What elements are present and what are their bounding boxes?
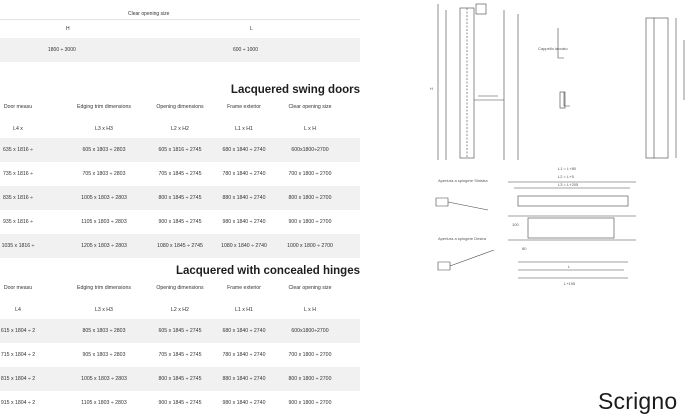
table-cell: 900 x 1845 ÷ 2745 [158, 219, 202, 225]
top-table-val-l: 600 ÷ 1000 [233, 47, 258, 53]
table-cell: 605 x 1845 ÷ 2745 [158, 328, 202, 334]
table-cell: 880 x 1840 ÷ 2740 [222, 376, 266, 382]
column-header: Edging trim dimensions [77, 285, 131, 291]
column-header: Door measu [3, 285, 33, 291]
column-header: Frame exterior [227, 104, 261, 110]
table-cell: 1035 x 1816 ÷ [1, 243, 35, 249]
column-subheader: L2 x H2 [171, 126, 189, 132]
column-header: Clear opening size [288, 285, 332, 291]
brand-logo: Scrigno [598, 388, 678, 414]
technical-drawing [418, 0, 700, 300]
table-cell: 935 x 1816 ÷ [3, 219, 33, 225]
table-cell: 780 x 1840 ÷ 2740 [222, 171, 266, 177]
table-cell: 1005 x 1803 ÷ 2803 [81, 195, 127, 201]
table-cell: 600x1800÷2700 [291, 328, 329, 334]
column-subheader: L x H [304, 307, 316, 313]
column-subheader: L3 x H3 [95, 307, 113, 313]
table-cell: 705 x 1845 ÷ 2745 [158, 171, 202, 177]
table-cell: 1105 x 1803 ÷ 2803 [81, 400, 127, 406]
drawing-label-right: Apertura a spingere Destra [438, 236, 487, 241]
drawing-label-left: Apertura a spingere Sinistra [438, 178, 488, 183]
column-header: Edging trim dimensions [77, 104, 131, 110]
table-cell: 1005 x 1803 ÷ 2803 [81, 376, 127, 382]
table-cell: 1000 x 1800 ÷ 2700 [287, 243, 333, 249]
table-cell: 600x1800÷2700 [291, 147, 329, 153]
table-cell: 680 x 1840 ÷ 2740 [222, 147, 266, 153]
table-cell: 780 x 1840 ÷ 2740 [222, 352, 266, 358]
table-cell: 805 x 1803 ÷ 2803 [82, 328, 126, 334]
column-subheader: L1 x H1 [235, 307, 253, 313]
drawing-dim-100: 100 [512, 222, 519, 227]
table-cell: 905 x 1803 ÷ 2803 [82, 352, 126, 358]
table-cell: 980 x 1840 ÷ 2740 [222, 400, 266, 406]
table-cell: 800 x 1845 ÷ 2745 [158, 195, 202, 201]
table-cell: 800 x 1800 ÷ 2700 [288, 195, 332, 201]
table-cell: 680 x 1840 ÷ 2740 [222, 328, 266, 334]
column-subheader: L x H [304, 126, 316, 132]
section-title-concealed-hinges: Lacquered with concealed hinges [175, 265, 360, 277]
column-header: Frame exterior [227, 285, 261, 291]
table-row [0, 391, 360, 415]
table-cell: 800 x 1845 ÷ 2745 [158, 376, 202, 382]
column-subheader: L2 x H2 [171, 307, 189, 313]
table-row [0, 343, 360, 367]
table-cell: 900 x 1800 ÷ 2700 [288, 400, 332, 406]
section-title-swing-doors: Lacquered swing doors [230, 84, 360, 96]
column-header: Clear opening size [288, 104, 332, 110]
table-row [0, 186, 360, 210]
column-subheader: L4 x [13, 126, 23, 132]
drawing-dim-l-top: L+195 [564, 281, 576, 286]
column-subheader: L1 x H1 [235, 126, 253, 132]
plan-frame [518, 196, 628, 206]
table-cell: 700 x 1800 ÷ 2700 [288, 352, 332, 358]
table-cell: 880 x 1840 ÷ 2740 [222, 195, 266, 201]
table-cell: 980 x 1840 ÷ 2740 [222, 219, 266, 225]
column-header: Opening dimensions [156, 285, 204, 291]
top-table-row [0, 38, 360, 62]
column-subheader: L3 x H3 [95, 126, 113, 132]
table-cell: 1080 x 1845 ÷ 2745 [157, 243, 203, 249]
drawing-dim-h: H [430, 86, 433, 91]
drawing-dim-l2: L2 = L+5 [558, 174, 574, 179]
table-cell: 635 x 1816 ÷ [3, 147, 33, 153]
column-header: Door measu [3, 104, 33, 110]
top-table-col-h: H [66, 26, 70, 32]
table-cell: 815 x 1804 ÷ 2 [0, 376, 36, 382]
top-table-divider [0, 19, 360, 20]
table-row [0, 138, 360, 162]
table-cell: 705 x 1845 ÷ 2745 [158, 352, 202, 358]
table-cell: 615 x 1804 ÷ 2 [0, 328, 36, 334]
table-row [0, 234, 360, 258]
table-cell: 915 x 1804 ÷ 2 [0, 400, 36, 406]
table-cell: 800 x 1800 ÷ 2700 [288, 376, 332, 382]
table-row [0, 367, 360, 391]
column-subheader: L4 [15, 307, 21, 313]
top-table-val-h: 1800 ÷ 3000 [48, 47, 76, 53]
table-cell: 605 x 1803 ÷ 2803 [82, 147, 126, 153]
table-row [0, 162, 360, 186]
frame-elevation [646, 18, 668, 158]
drawing-dim-80: 80 [522, 246, 527, 251]
table-row [0, 210, 360, 234]
table-cell: 705 x 1803 ÷ 2803 [82, 171, 126, 177]
table-cell: 735 x 1816 ÷ [3, 171, 33, 177]
table-cell: 835 x 1816 ÷ [3, 195, 33, 201]
table-cell: 700 x 1800 ÷ 2700 [288, 171, 332, 177]
drawing-dim-l1: L1 = L+80 [558, 166, 577, 171]
drawing-label-cappello: Cappello laccato [538, 46, 568, 51]
drawing-dim-l3: L3 = L+205 [558, 182, 579, 187]
table-cell: 900 x 1800 ÷ 2700 [288, 219, 332, 225]
table-cell: 1105 x 1803 ÷ 2803 [81, 219, 127, 225]
top-table-title: Clear opening size [128, 11, 170, 17]
table-cell: 1205 x 1803 ÷ 2803 [81, 243, 127, 249]
drawing-dim-l: L [568, 264, 571, 269]
table-cell: 715 x 1804 ÷ 2 [0, 352, 36, 358]
table-cell: 1080 x 1840 ÷ 2740 [221, 243, 267, 249]
top-table-col-l: L [250, 26, 253, 32]
table-row [0, 319, 360, 343]
table-cell: 605 x 1816 ÷ 2745 [158, 147, 202, 153]
column-header: Opening dimensions [156, 104, 204, 110]
table-cell: 900 x 1845 ÷ 2745 [158, 400, 202, 406]
